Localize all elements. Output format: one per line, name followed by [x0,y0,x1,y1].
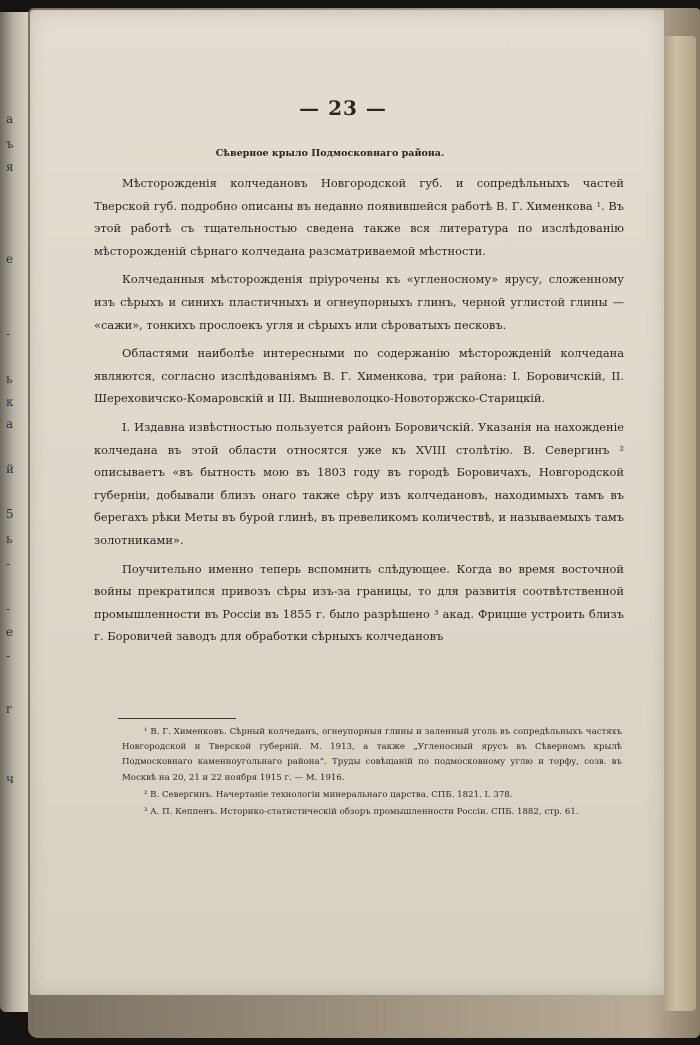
facing-page-fragment: ь [6,532,12,546]
facing-page-fragment: а [6,112,13,126]
paragraph: Мѣсторожденія колчедановъ Новгородской губ. и сопредѣльныхъ частей Тверской губ. подробно описаны въ недавно появившейся работѣ В. Г. Хименкова ¹. Въ этой работѣ съ тщательностью сведена также вся литература по изслѣдованію мѣсторожденій сѣрнаго колчедана разсматриваемой мѣстности. [94,176,624,258]
facing-page-fragment: - [6,327,10,341]
paragraph: Колчеданныя мѣсторожденія пріурочены къ «угленосному» ярусу, сложенному изъ сѣрыхъ и синихъ пластичныхъ и огнеупорныхъ глинъ, черной углистой глины — «сажи», тонкихъ прослоекъ угля и сѣрыхъ или сѣроватыхъ песковъ. [94,272,624,332]
body-text [94,172,624,654]
facing-page-fragment: ч [6,772,13,786]
facing-page-fragment: а [6,417,13,431]
facing-page-fragment: - [6,557,10,571]
facing-page-edge [0,12,30,1012]
footnote: ¹ В. Г. Хименковъ. Сѣрный колчеданъ, огнеупорныя глины и заленный уголь въ сопредѣльныхъ частяхъ Новгородской и Тверской губерній. М. 1913, а также „Угленосный ярусъ въ Сѣверномъ крылѣ Подмосковнаго каменноугольнаго района“. Труды совѣщаній по подмосковному углю и торфу, созв. въ Москвѣ на 20, 21 и 22 ноября 1915 г. — М. 1916. [122,727,622,783]
page-fore-edge [662,36,696,1011]
facing-page-fragment: е [6,625,13,639]
footnote: ² В. Севергинъ. Начертаніе технологіи минеральнаго царства. СПБ. 1821. I. 378. [144,789,513,800]
facing-page-fragment: ь [6,372,12,386]
page-number: — 23 — [299,96,387,120]
facing-page-fragment: - [6,649,10,663]
facing-page-fragment: 5 [6,507,13,521]
paragraph: Поучительно именно теперь вспомнить слѣдующее. Когда во время восточной войны прекратился привозъ сѣры изъ-за границы, то для развитія соотвѣтственной промышленности въ Россіи въ 1855 г. было разрѣшено ³ акад. Фрицше устроить близъ г. Боровичей заводъ для обработки сѣрныхъ колчедановъ [94,561,624,644]
facing-page-fragment: к [6,395,13,409]
footnotes [122,725,622,822]
book-page [30,10,664,995]
facing-page-fragment: е [6,252,13,266]
footnote: ³ А. П. Кеппенъ. Историко-статистическій обзоръ промышленности Россіи. СПБ. 1882, стр. 61. [144,807,579,818]
facing-page-fragment: - [6,602,10,616]
facing-page-fragment: я [6,160,13,174]
section-heading: Сѣверное крыло Подмосковнаго района. [215,148,445,159]
facing-page-fragment: й [6,462,13,476]
facing-page-fragment: ъ [6,137,13,151]
footnote-divider [118,718,236,719]
paragraph: I. Издавна извѣстностью пользуется районъ Боровичскій. Указанія на нахожденіе колчедана въ этой области относятся уже къ XVIII столѣтію. В. Севергинъ ² описываетъ «въ бытность мою въ 1803 году въ городѣ Боровичахъ, Новгородской губерніи, добывали близъ онаго также сѣру изъ колчедановъ, находимыхъ тамъ въ берегахъ рѣки Меты въ бурой глинѣ, въ превеликомъ количествѣ, и называемыхъ тамъ золотниками». [94,419,624,547]
paragraph: Областями наиболѣе интересными по содержанію мѣсторожденій колчедана являются, согласно изслѣдованіямъ В. Г. Хименкова, три района: I. Боровичскій, II. Шереховичско-Комаровскій и III. Вышневолоцко-Новоторжско-Старицкій. [94,346,624,406]
facing-page-fragment: г [6,702,12,716]
